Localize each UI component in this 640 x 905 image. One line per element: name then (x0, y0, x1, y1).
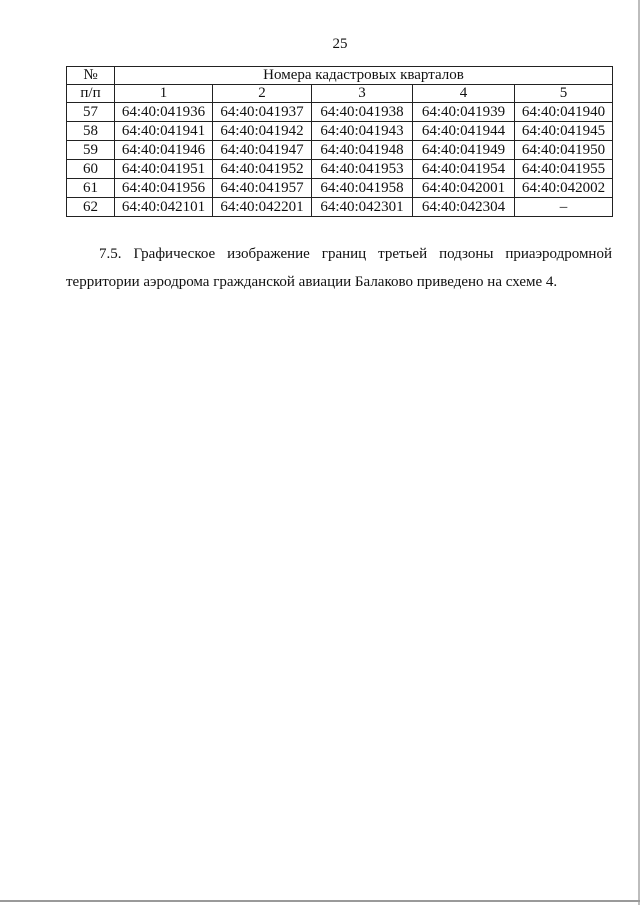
row-number: 62 (67, 198, 115, 217)
column-header: 1 (115, 85, 213, 103)
cadastral-cell: 64:40:041945 (515, 122, 613, 141)
cadastral-cell: 64:40:041938 (312, 103, 413, 122)
column-header: 4 (413, 85, 515, 103)
row-number: 57 (67, 103, 115, 122)
group-header: Номера кадастровых кварталов (115, 67, 613, 85)
scan-edge-bottom (0, 900, 640, 902)
cadastral-cell: 64:40:041948 (312, 141, 413, 160)
cadastral-cell: 64:40:041941 (115, 122, 213, 141)
cadastral-cell: 64:40:041958 (312, 179, 413, 198)
section-paragraph: 7.5. Графическое изображение границ третьей подзоны приаэродромной территории аэродрома гражданской авиации Балаково приведено на схеме 4. (66, 246, 612, 290)
table-row (67, 122, 613, 141)
table-header-row-1 (67, 67, 613, 85)
row-number: 58 (67, 122, 115, 141)
cadastral-cell: 64:40:042304 (413, 198, 515, 217)
row-number: 59 (67, 141, 115, 160)
table-row (67, 198, 613, 217)
cadastral-cell: 64:40:042101 (115, 198, 213, 217)
cadastral-cell: 64:40:041939 (413, 103, 515, 122)
cadastral-cell: 64:40:042301 (312, 198, 413, 217)
num-header-line2: п/п (67, 85, 115, 103)
column-header: 3 (312, 85, 413, 103)
cadastral-cell: 64:40:042002 (515, 179, 613, 198)
table-row (67, 160, 613, 179)
column-header: 5 (515, 85, 613, 103)
cadastral-cell: 64:40:041947 (213, 141, 312, 160)
cadastral-cell: 64:40:041937 (213, 103, 312, 122)
cadastral-cell: 64:40:042001 (413, 179, 515, 198)
table-row (67, 179, 613, 198)
cadastral-cell: 64:40:041951 (115, 160, 213, 179)
row-number: 61 (67, 179, 115, 198)
cadastral-cell: 64:40:041940 (515, 103, 613, 122)
cadastral-cell: 64:40:041955 (515, 160, 613, 179)
cadastral-cell: 64:40:041936 (115, 103, 213, 122)
cadastral-cell: 64:40:041957 (213, 179, 312, 198)
cadastral-cell: 64:40:041953 (312, 160, 413, 179)
cadastral-cell: 64:40:041956 (115, 179, 213, 198)
num-header-line1: № (67, 67, 115, 85)
table-row (67, 103, 613, 122)
table-header-row-2 (67, 85, 613, 103)
cadastral-cell: 64:40:042201 (213, 198, 312, 217)
cadastral-cell: 64:40:041950 (515, 141, 613, 160)
cadastral-cell: 64:40:041942 (213, 122, 312, 141)
page-number: 25 (332, 36, 348, 52)
cadastral-cell: 64:40:041946 (115, 141, 213, 160)
table-row (67, 141, 613, 160)
row-number: 60 (67, 160, 115, 179)
cadastral-cell: 64:40:041943 (312, 122, 413, 141)
cadastral-cell: 64:40:041952 (213, 160, 312, 179)
column-header: 2 (213, 85, 312, 103)
cadastral-cell: 64:40:041949 (413, 141, 515, 160)
cadastral-cell: 64:40:041954 (413, 160, 515, 179)
cadastral-table (66, 66, 613, 217)
cadastral-cell: 64:40:041944 (413, 122, 515, 141)
cadastral-cell: – (515, 198, 613, 217)
